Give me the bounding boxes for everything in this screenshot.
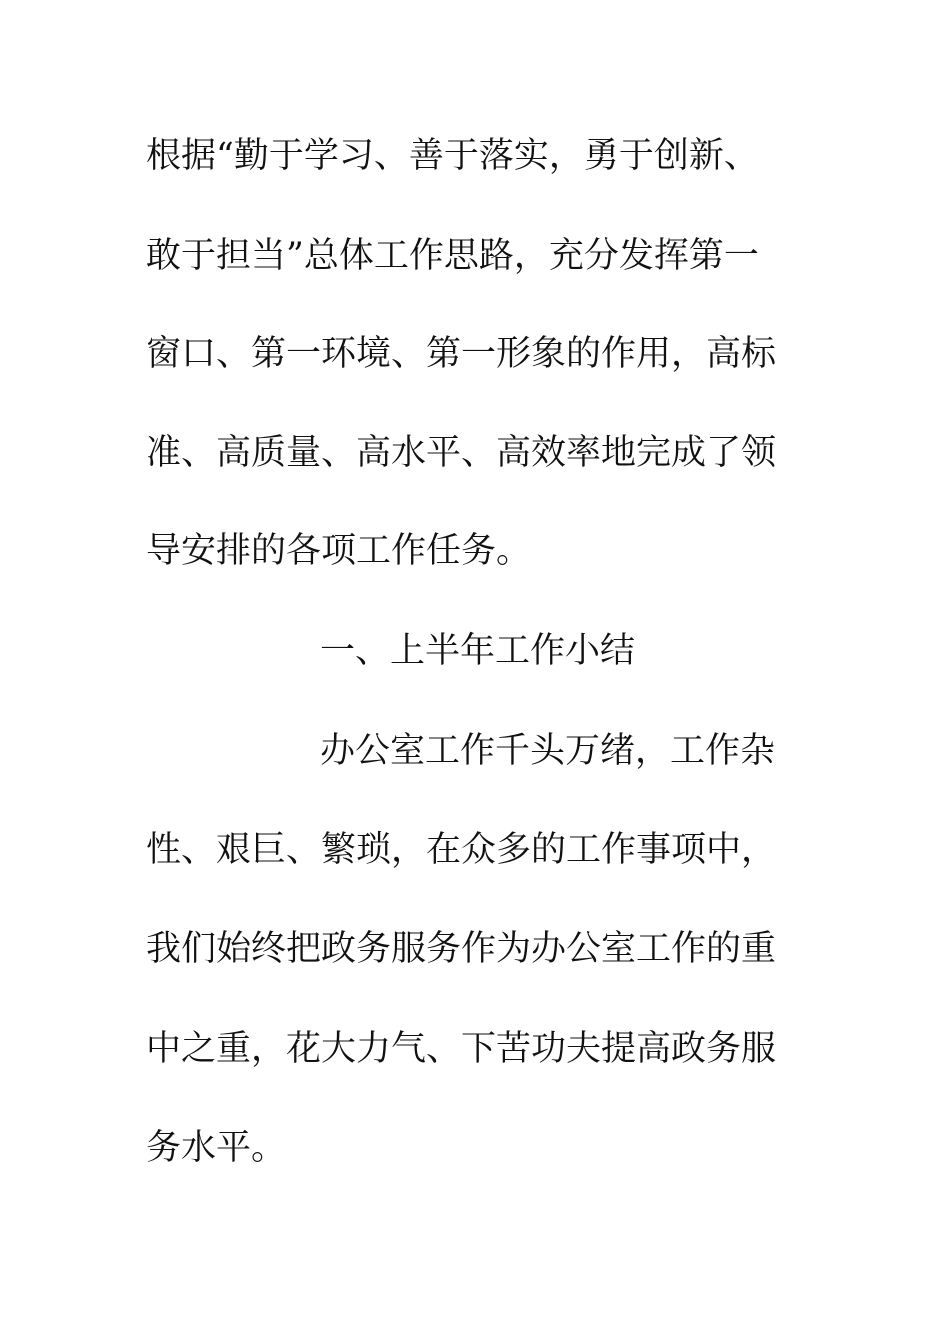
- paragraph-1-line-2: 敢于担当”总体工作思路，充分发挥第一: [146, 236, 759, 276]
- paragraph-1-line-1: 根据“勤于学习、善于落实，勇于创新、: [146, 136, 759, 176]
- paragraph-2-line-5: 务水平。: [146, 1128, 287, 1168]
- paragraph-1-line-5: 导安排的各项工作任务。: [146, 531, 532, 571]
- paragraph-2-line-4: 中之重，花大力气、下苦功夫提高政务服: [146, 1029, 777, 1069]
- paragraph-2-line-2: 性、艰巨、繁琐，在众多的工作事项中，: [146, 830, 777, 870]
- paragraph-1-line-3: 窗口、第一环境、第一形象的作用，高标: [146, 334, 777, 374]
- paragraph-2-line-3: 我们始终把政务服务作为办公室工作的重: [146, 929, 777, 969]
- paragraph-2-line-1: 办公室工作千头万绪，工作杂: [320, 731, 776, 771]
- paragraph-1-line-4: 准、高质量、高水平、高效率地完成了领: [146, 433, 777, 473]
- section-heading: 一、上半年工作小结: [320, 631, 636, 671]
